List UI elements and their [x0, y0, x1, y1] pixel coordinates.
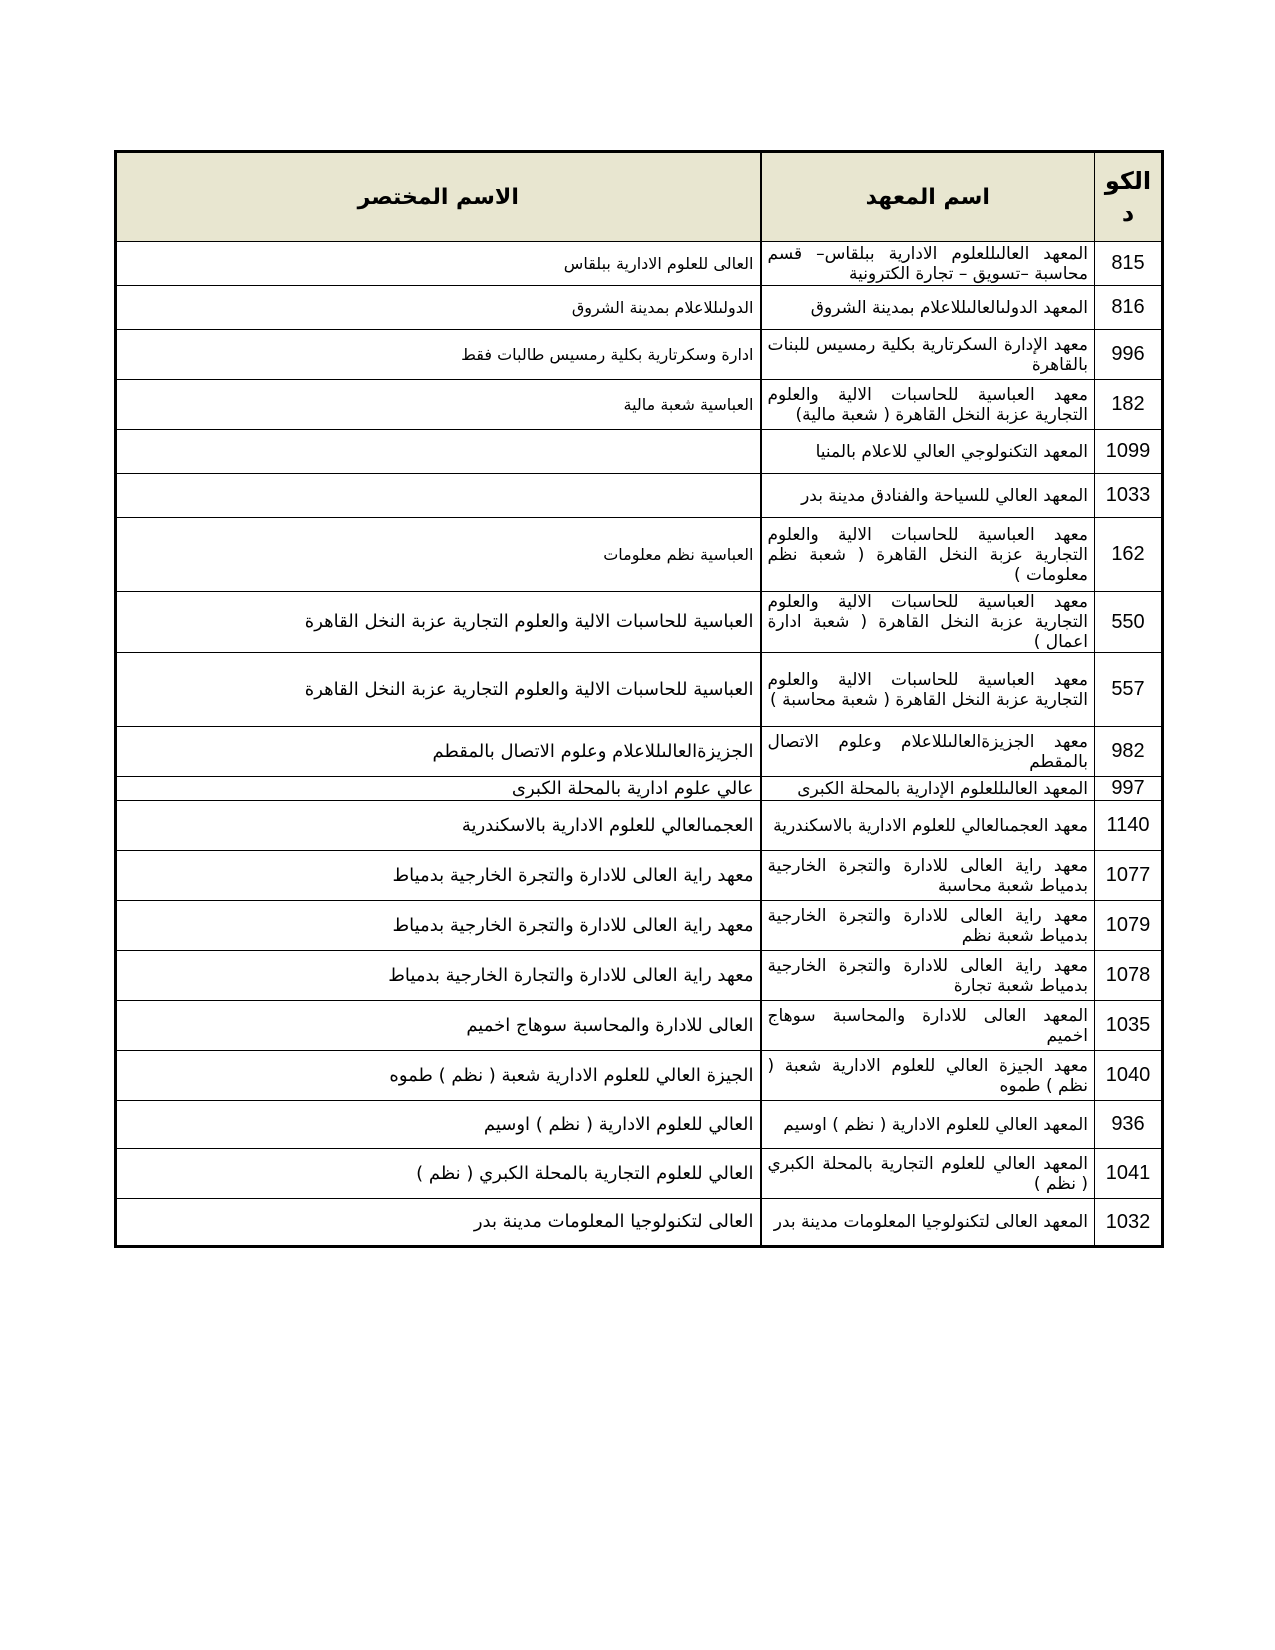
institute-name-cell: معهد العباسية للحاسبات الالية والعلوم التجارية عزبة النخل القاهرة ( شعبة مالية) [761, 380, 1095, 430]
table-row [116, 518, 1163, 592]
short-name-cell: الجزيزةالعالىللاعلام وعلوم الاتصال بالمقطم [116, 727, 761, 777]
table-row [116, 380, 1163, 430]
code-cell: 1078 [1095, 951, 1163, 1001]
short-name-cell: العالى للادارة والمحاسبة سوهاج اخميم [116, 1001, 761, 1051]
institute-name-cell: معهد راية العالى للادارة والتجرة الخارجية بدمياط شعبة محاسبة [761, 851, 1095, 901]
short-name-cell: العباسية نظم معلومات [116, 518, 761, 592]
institute-name-cell: معهد العجمىالعالي للعلوم الادارية بالاسكندرية [761, 801, 1095, 851]
code-cell: 1079 [1095, 901, 1163, 951]
table-body [116, 242, 1163, 1247]
header-short-name: الاسم المختصر [116, 152, 761, 242]
institutes-table [114, 150, 1164, 1248]
code-cell: 1040 [1095, 1051, 1163, 1101]
code-cell: 1140 [1095, 801, 1163, 851]
institute-name-cell: معهد راية العالى للادارة والتجرة الخارجية بدمياط شعبة نظم [761, 901, 1095, 951]
institute-name-cell: المعهد العالي للعلوم الادارية ( نظم ) اوسيم [761, 1101, 1095, 1149]
table-row [116, 851, 1163, 901]
short-name-cell: العباسية للحاسبات الالية والعلوم التجارية عزبة النخل القاهرة [116, 592, 761, 653]
institute-name-cell: معهد الإدارة السكرتارية بكلية رمسيس للبنات بالقاهرة [761, 330, 1095, 380]
short-name-cell: ادارة وسكرتارية بكلية رمسيس طالبات فقط [116, 330, 761, 380]
short-name-cell: معهد راية العالى للادارة والتجارة الخارجية بدمياط [116, 951, 761, 1001]
institute-name-cell: المعهد العالى لتكنولوجيا المعلومات مدينة بدر [761, 1199, 1095, 1247]
code-cell: 182 [1095, 380, 1163, 430]
code-cell: 1077 [1095, 851, 1163, 901]
header-row [116, 152, 1163, 242]
short-name-cell: عالي علوم ادارية بالمحلة الكبرى [116, 777, 761, 801]
short-name-cell: الدولىللاعلام بمدينة الشروق [116, 286, 761, 330]
table-row [116, 1149, 1163, 1199]
institute-name-cell: المعهد العالىللعلوم الادارية ببلقاس– قسم محاسبة –تسويق – تجارة الكترونية [761, 242, 1095, 286]
short-name-cell: العالى لتكنولوجيا المعلومات مدينة بدر [116, 1199, 761, 1247]
institute-name-cell: المعهد الدولىالعالىللاعلام بمدينة الشروق [761, 286, 1095, 330]
short-name-cell: معهد راية العالى للادارة والتجرة الخارجية بدمياط [116, 901, 761, 951]
table-row [116, 330, 1163, 380]
short-name-cell: العباسية شعبة مالية [116, 380, 761, 430]
table-row [116, 727, 1163, 777]
institute-name-cell: المعهد العالى للادارة والمحاسبة سوهاج اخميم [761, 1001, 1095, 1051]
institute-name-cell: المعهد العالي للسياحة والفنادق مدينة بدر [761, 474, 1095, 518]
header-institute-name: اسم المعهد [761, 152, 1095, 242]
code-cell: 982 [1095, 727, 1163, 777]
code-cell: 1041 [1095, 1149, 1163, 1199]
code-cell: 997 [1095, 777, 1163, 801]
code-cell: 996 [1095, 330, 1163, 380]
code-cell: 557 [1095, 653, 1163, 727]
table-row [116, 951, 1163, 1001]
table-row [116, 592, 1163, 653]
table-row [116, 1101, 1163, 1149]
table-row [116, 801, 1163, 851]
short-name-cell: العالى للعلوم الادارية ببلقاس [116, 242, 761, 286]
table-row [116, 1199, 1163, 1247]
table-row [116, 286, 1163, 330]
table-row [116, 242, 1163, 286]
institute-name-cell: المعهد العالي للعلوم التجارية بالمحلة الكبري ( نظم ) [761, 1149, 1095, 1199]
short-name-cell [116, 430, 761, 474]
short-name-cell: معهد راية العالى للادارة والتجرة الخارجية بدمياط [116, 851, 761, 901]
code-cell: 162 [1095, 518, 1163, 592]
code-cell: 1032 [1095, 1199, 1163, 1247]
header-code: الكود [1095, 152, 1163, 242]
table-row [116, 1051, 1163, 1101]
short-name-cell: العالي للعلوم الادارية ( نظم ) اوسيم [116, 1101, 761, 1149]
institute-name-cell: معهد الجيزة العالي للعلوم الادارية شعبة ( نظم ) طموه [761, 1051, 1095, 1101]
institute-name-cell: معهد العباسية للحاسبات الالية والعلوم التجارية عزبة النخل القاهرة ( شعبة ادارة اعمال ) [761, 592, 1095, 653]
institute-name-cell: معهد راية العالى للادارة والتجرة الخارجية بدمياط شعبة تجارة [761, 951, 1095, 1001]
short-name-cell [116, 474, 761, 518]
table-row [116, 474, 1163, 518]
short-name-cell: العباسية للحاسبات الالية والعلوم التجارية عزبة النخل القاهرة [116, 653, 761, 727]
code-cell: 550 [1095, 592, 1163, 653]
code-cell: 816 [1095, 286, 1163, 330]
short-name-cell: العالي للعلوم التجارية بالمحلة الكبري ( نظم ) [116, 1149, 761, 1199]
code-cell: 1033 [1095, 474, 1163, 518]
code-cell: 815 [1095, 242, 1163, 286]
institute-name-cell: معهد العباسية للحاسبات الالية والعلوم التجارية عزبة النخل القاهرة ( شعبة نظم معلومات ) [761, 518, 1095, 592]
code-cell: 1099 [1095, 430, 1163, 474]
short-name-cell: العجمىالعالي للعلوم الادارية بالاسكندرية [116, 801, 761, 851]
institute-name-cell: معهد الجزيزةالعالىللاعلام وعلوم الاتصال بالمقطم [761, 727, 1095, 777]
institute-name-cell: معهد العباسية للحاسبات الالية والعلوم التجارية عزبة النخل القاهرة ( شعبة محاسبة ) [761, 653, 1095, 727]
institute-name-cell: المعهد التكنولوجي العالي للاعلام بالمنيا [761, 430, 1095, 474]
code-cell: 1035 [1095, 1001, 1163, 1051]
table-row [116, 901, 1163, 951]
code-cell: 936 [1095, 1101, 1163, 1149]
table-row [116, 430, 1163, 474]
table-row [116, 653, 1163, 727]
table-row [116, 1001, 1163, 1051]
short-name-cell: الجيزة العالي للعلوم الادارية شعبة ( نظم ) طموه [116, 1051, 761, 1101]
institute-name-cell: المعهد العالىللعلوم الإدارية بالمحلة الكبرى [761, 777, 1095, 801]
table-row [116, 777, 1163, 801]
